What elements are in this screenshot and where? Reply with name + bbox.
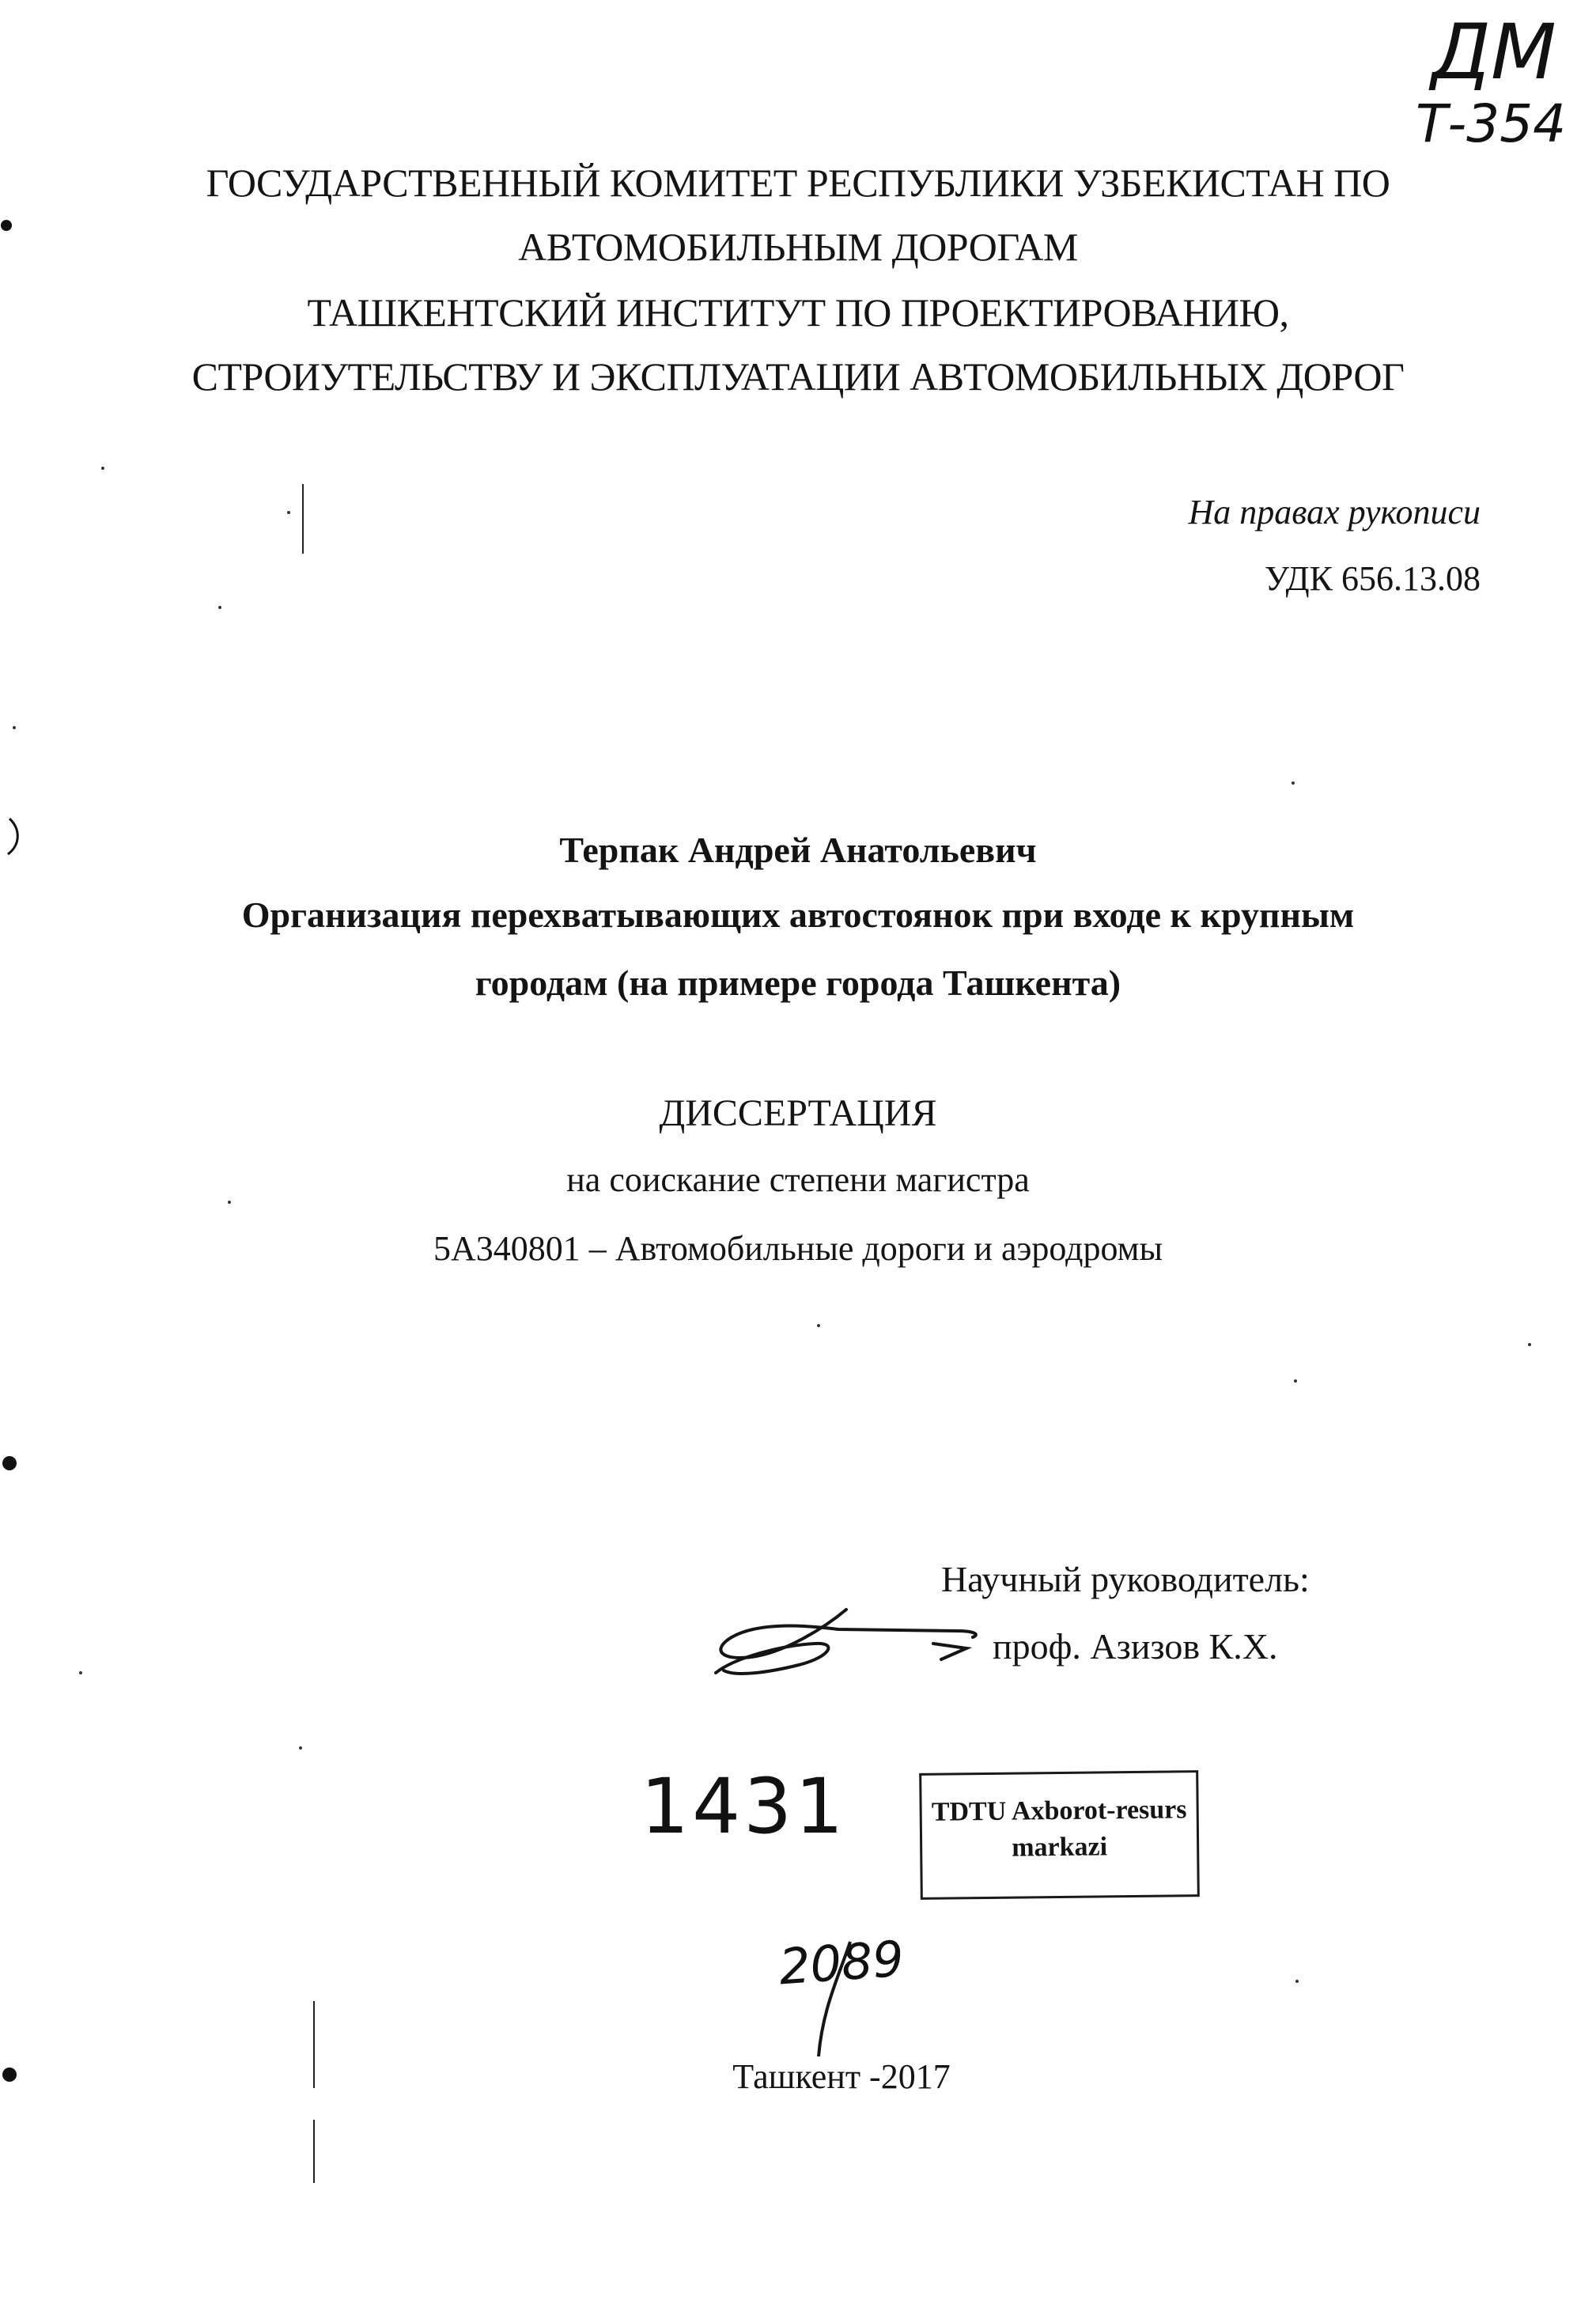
handwritten-inventory-number: 1431 xyxy=(641,1762,847,1851)
supervisor-name: проф. Азизов К.Х. xyxy=(993,1626,1278,1667)
vertical-scan-lines-icon xyxy=(303,484,314,2183)
header-line-1: ГОСУДАРСТВЕННЫЙ КОМИТЕТ РЕСПУБЛИКИ УЗБЕКИСТАН ПО xyxy=(206,161,1390,205)
place-year: Ташкент -2017 xyxy=(732,2057,951,2096)
handwritten-code-top: ДМ xyxy=(1431,8,1556,96)
signature-icon xyxy=(716,1610,976,1674)
udc-code: УДК 656.13.08 xyxy=(1264,559,1481,598)
header-line-4: СТРОИУТЕЛЬСТВУ И ЭКСПЛУАТАЦИИ АВТОМОБИЛЬНЫХ ДОРОГ xyxy=(191,354,1405,399)
scan-speckles-icon xyxy=(13,467,1531,1983)
stamp-line-1: TDTU Axborot-resurs xyxy=(931,1795,1187,1827)
pen-stroke-icon xyxy=(819,1942,850,2056)
margin-bracket-icon xyxy=(8,819,17,854)
header-line-2: АВТОМОБИЛЬНЫМ ДОРОГАМ xyxy=(518,225,1078,269)
degree-line: на соискание степени магистра xyxy=(566,1160,1030,1199)
specialty-line: 5A340801 – Автомобильные дороги и аэродромы xyxy=(433,1229,1163,1268)
title-line-2: городам (на примере города Ташкента) xyxy=(475,963,1121,1003)
header-line-3: ТАШКЕНТСКИЙ ИНСТИТУТ ПО ПРОЕКТИРОВАНИЮ, xyxy=(307,290,1289,335)
supervisor-label: Научный руководитель: xyxy=(941,1559,1310,1599)
title-line-1: Организация перехватывающих автостоянок при входе к крупным xyxy=(241,895,1355,935)
author-name: Терпак Андрей Анатольевич xyxy=(559,830,1037,870)
dissertation-type: ДИССЕРТАЦИЯ xyxy=(659,1092,937,1134)
handwritten-number-bottom: 2089 xyxy=(777,1929,906,1996)
margin-marks-icon xyxy=(1,220,17,2082)
stamp-line-2: markazi xyxy=(1012,1832,1108,1863)
handwritten-number-top: Т-354 xyxy=(1416,93,1567,154)
manuscript-note: На правах рукописи xyxy=(1188,493,1481,532)
